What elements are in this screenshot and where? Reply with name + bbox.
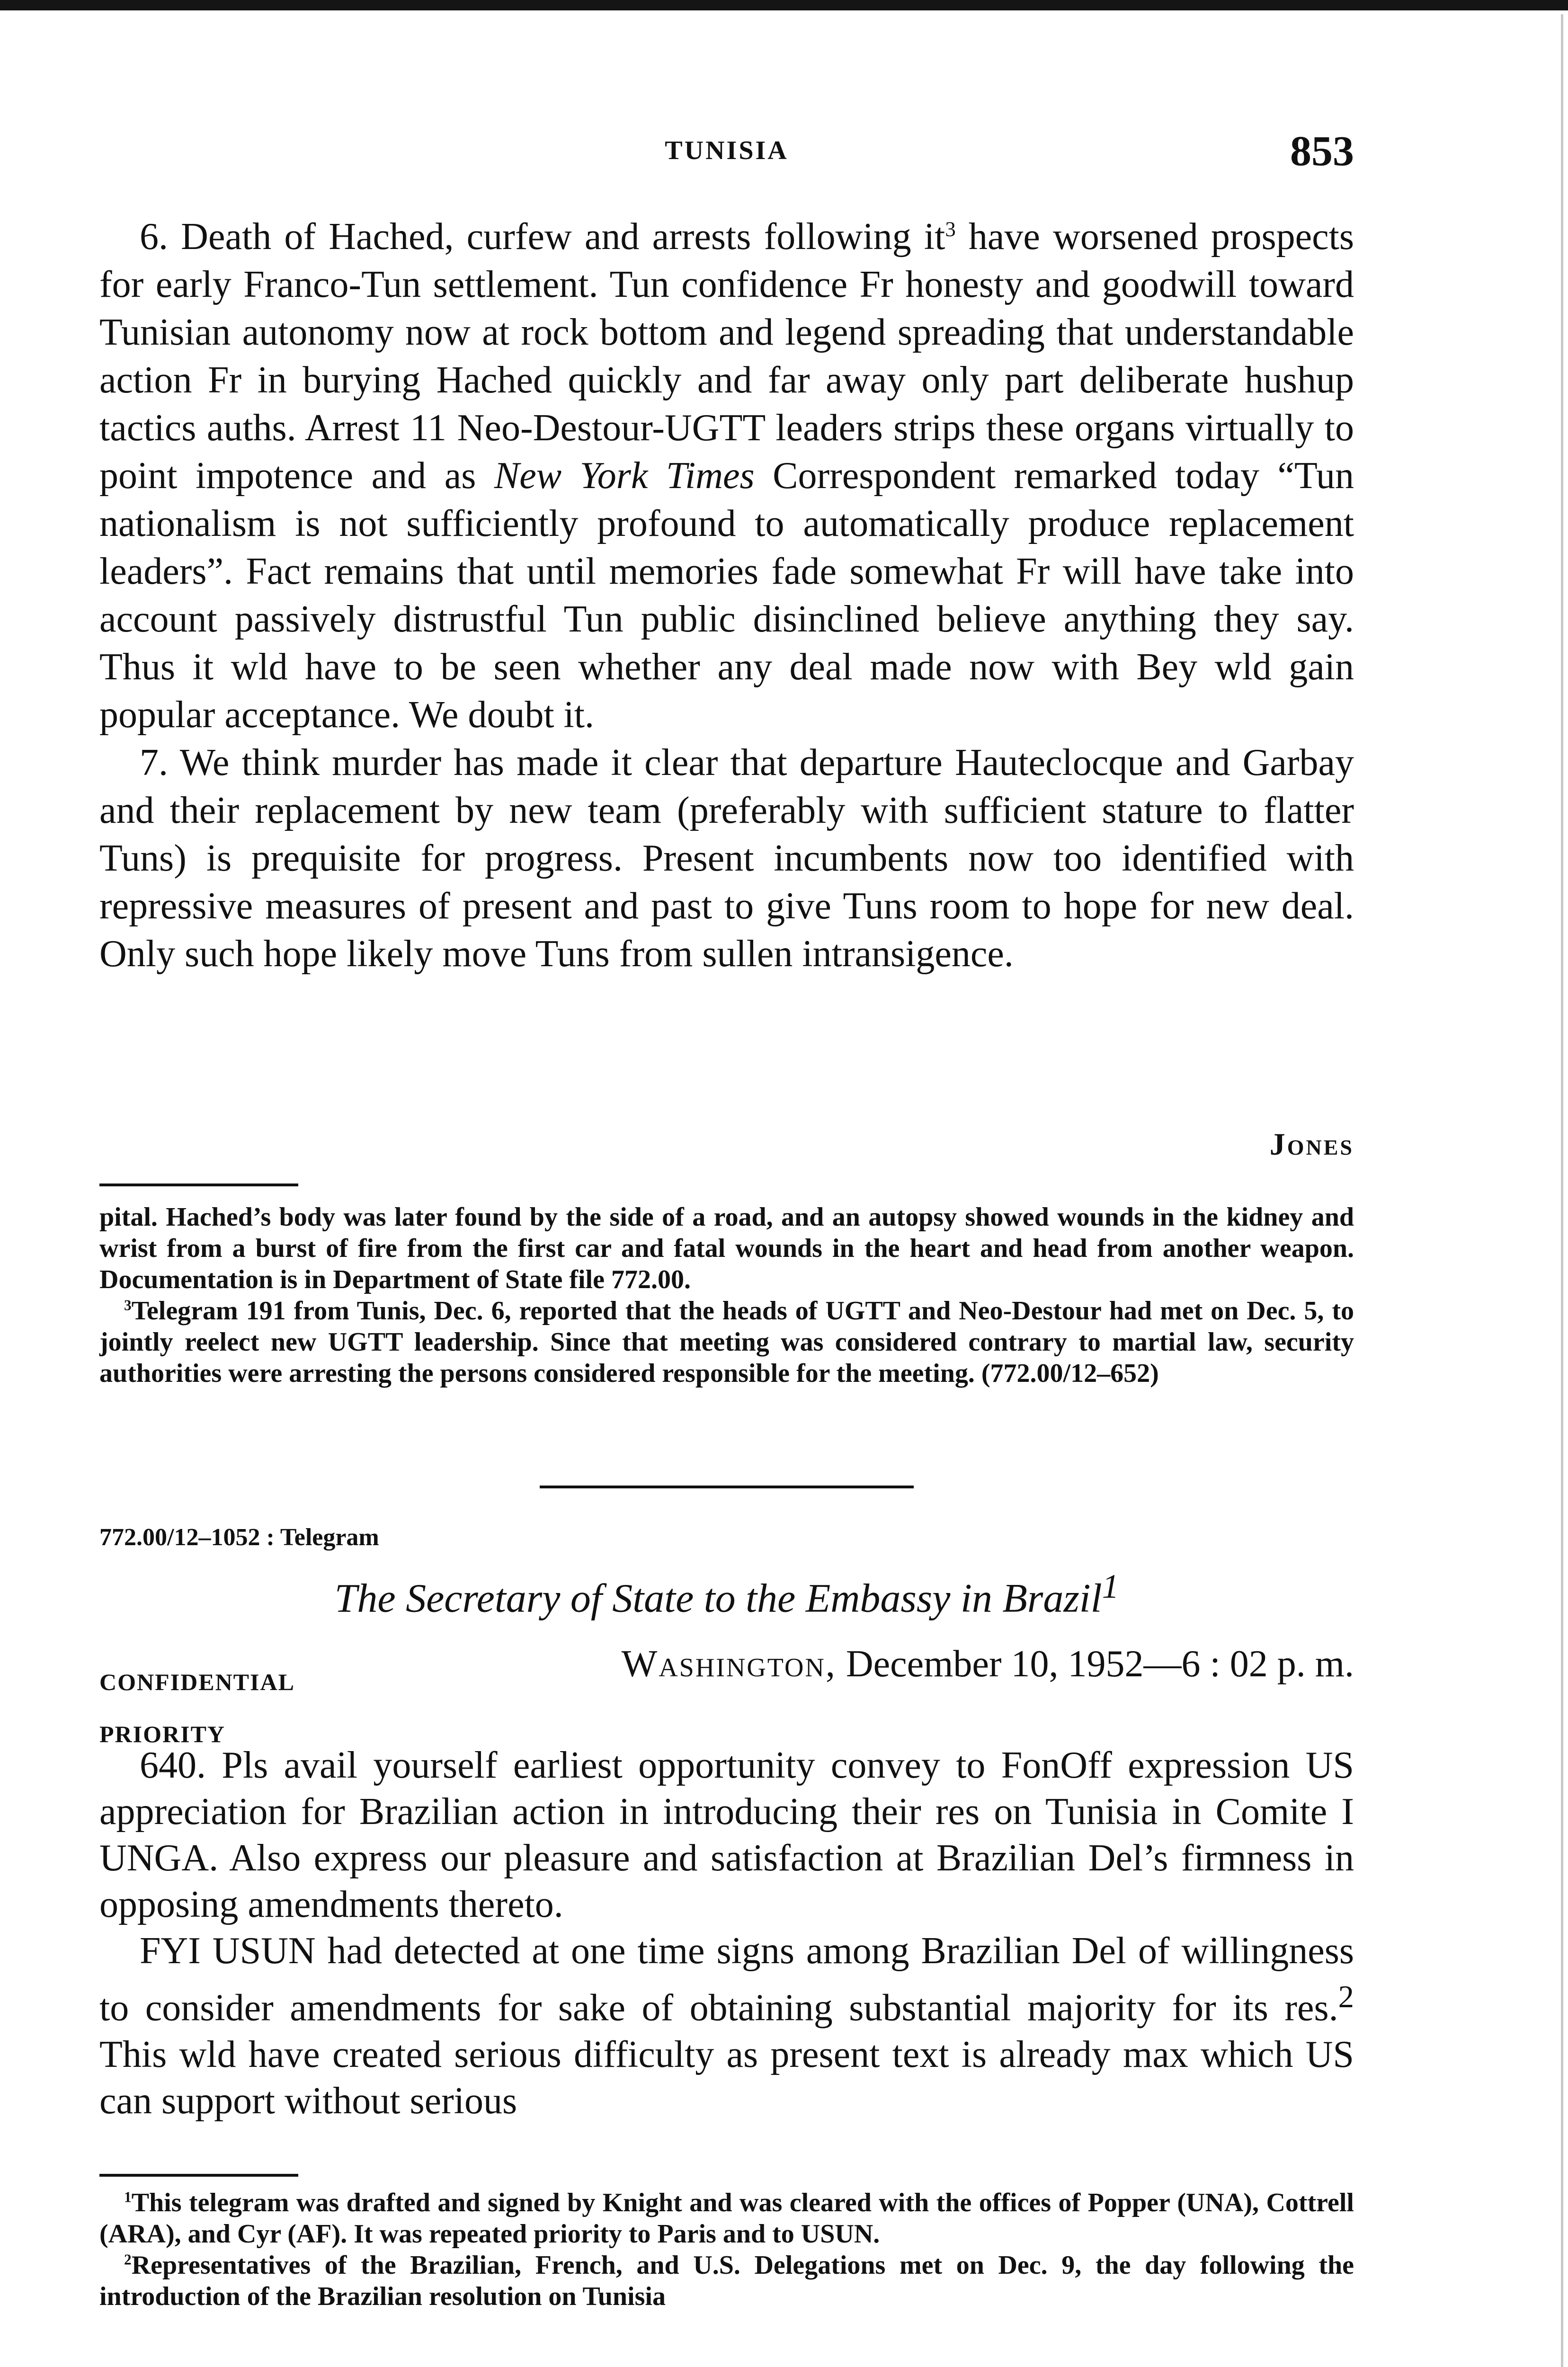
page-number: 853: [1290, 128, 1354, 175]
footnote-3-number: 3: [124, 1297, 132, 1314]
footnote-1-number: 1: [124, 2189, 132, 2206]
paragraph-640: 640. Pls avail yourself earliest opportunity convey to FonOff expression US appreciation for Brazilian action in introducing their res on Tunisia in Comite I UNGA. Also express our pleasure and satisfaction at Brazilian Del’s firmness in opposing amendments thereto.: [99, 1744, 1354, 1925]
footnote-1-text: This telegram was drafted and signed by Knight and was cleared with the offices of Popper (UNA), Cottrell (ARA), and Cyr (AF). It was repeated priority to Paris and to USUN.: [99, 2188, 1354, 2249]
document-title-text: The Secretary of State to the Embassy in Brazil: [334, 1575, 1102, 1621]
fyi-paragraph-end: This wld have created serious difficulty as present text is already max which US can support without serious: [99, 2033, 1354, 2122]
dateline-place: Washington,: [621, 1643, 837, 1685]
footnote-reference-1: 1: [1102, 1567, 1119, 1605]
paragraph-6-start: 6. Death of Hached, curfew and arrests following it: [140, 216, 945, 258]
paragraph-6-end: Correspondent remarked today “Tun nationalism is not sufficiently profound to automatically produce replacement leaders”. Fact remains that until memories fade somewhat Fr will have take into account passively distrustful Tun public disinclined believe anything they say. Thus it wld have to be seen whether any deal made now with Bey wld gain popular acceptance. We doubt it.: [99, 455, 1354, 736]
footnote-reference-2: 2: [1338, 1980, 1354, 2014]
fyi-paragraph-start: FYI USUN had detected at one time signs among Brazilian Del of willingness to consider amendments for sake of obtaining substantial majority for its res.: [99, 1930, 1354, 2029]
footnote-continued-text: pital. Hached’s body was later found by the side of a road, and an autopsy showed wounds in the kidney and wrist from a burst of fire from the first car and fatal wounds in the heart and head from another weapon. Documentation is in Department of State file 772.00.: [99, 1202, 1354, 1294]
paragraph-6-text: have worsened prospects for early Franco-Tun settlement. Tun confidence Fr honesty and goodwill toward Tunisian autonomy now at rock bottom and legend spreading that understandable action Fr in burying Hached quickly and far away only part deliberate hushup tactics auths. Arrest 11 Neo-Destour-UGTT leaders strips these organs virtually to point impotence and as: [99, 216, 1354, 497]
priority-label: PRIORITY: [99, 1721, 226, 1747]
dateline: [622, 1643, 1354, 1686]
footnote-rule-bottom: [99, 2174, 298, 2177]
top-footnotes: [99, 1201, 1354, 1389]
bottom-footnotes: [99, 2187, 1354, 2312]
page-edge: [1561, 14, 1563, 2367]
document-title: [99, 1567, 1354, 1622]
paragraph-6: [99, 213, 1354, 739]
dateline-date: December 10, 1952—6 : 02 p. m.: [836, 1643, 1354, 1685]
footnote-3: [99, 1295, 1354, 1389]
document-page: [99, 0, 1354, 2367]
footnote-reference-3: 3: [945, 217, 956, 241]
file-reference: 772.00/12–1052 : Telegram: [99, 1524, 379, 1551]
signature: Jones: [1269, 1127, 1354, 1162]
classification-label: CONFIDENTIAL: [99, 1669, 295, 1695]
footnote-2: [99, 2250, 1354, 2312]
telegram-640: [99, 1742, 1354, 2124]
running-title: TUNISIA: [665, 136, 789, 165]
paragraph-7: 7. We think murder has made it clear that departure Hauteclocque and Garbay and their replacement by new team (preferably with sufficient stature to flatter Tuns) is prequisite for progress. Present incumbents now too identified with repressive measures of present and past to give Tuns room to hope for new deal. Only such hope likely move Tuns from sullen intransigence.: [99, 742, 1354, 975]
footnote-1: [99, 2187, 1354, 2250]
continued-telegram-body: [99, 213, 1354, 978]
fyi-paragraph: [99, 1928, 1354, 2124]
footnote-3-text: Telegram 191 from Tunis, Dec. 6, reported that the heads of UGTT and Neo-Destour had met on Dec. 5, to jointly reelect new UGTT leadership. Since that meeting was considered contrary to martial law, security authorities were arresting the persons considered responsible for the meeting. (772.00/12–652): [99, 1296, 1354, 1388]
newspaper-title: New York Times: [494, 455, 755, 497]
document-separator: [540, 1486, 914, 1488]
footnote-2-number: 2: [124, 2251, 132, 2268]
footnote-rule-top: [99, 1184, 298, 1186]
footnote-2-text: Representatives of the Brazilian, French, and U.S. Delegations met on Dec. 9, the day following the introduction of the Brazilian resolution on Tunisia: [99, 2251, 1354, 2311]
running-head: [99, 127, 1354, 179]
